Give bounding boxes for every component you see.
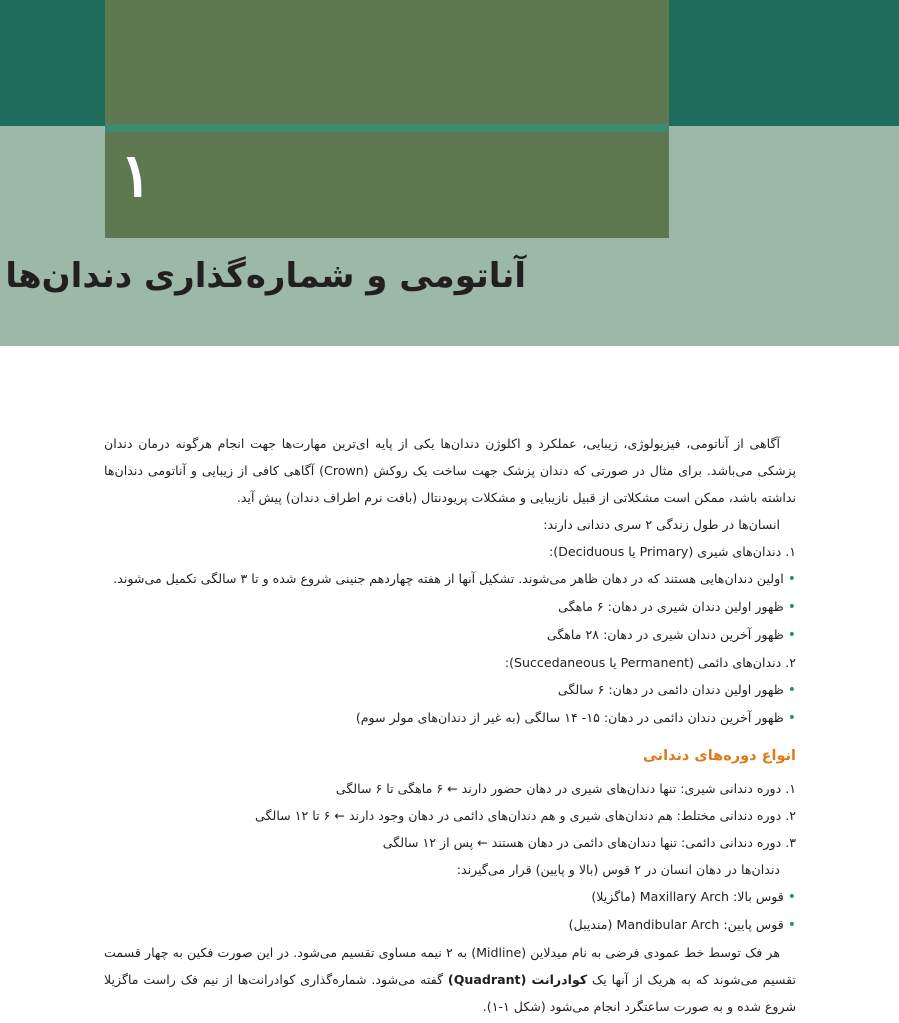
- list-item: [104, 883, 796, 911]
- bullet-text: قوس بالا: Maxillary Arch (ماگزیلا): [591, 889, 784, 904]
- bullet-icon: •: [787, 917, 796, 933]
- list-item: [104, 676, 796, 704]
- bullet-text: ظهور آخرین دندان شیری در دهان: ۲۸ ماهگی: [546, 627, 784, 642]
- chapter-block-divider: [105, 124, 669, 132]
- permanent-title: ۲. دندان‌های دائمی (Permanent یا Succedaneous):: [504, 655, 796, 670]
- bullet-icon: •: [787, 571, 796, 587]
- list-item: [104, 621, 796, 649]
- bullet-text: ظهور اولین دندان دائمی در دهان: ۶ سالگی: [557, 682, 784, 697]
- bullet-icon: •: [787, 889, 796, 905]
- chapter-number-box: [105, 132, 669, 238]
- chapter-block-top: [105, 0, 669, 124]
- list-item: ۲. دوره دندانی مختلط: هم دندان‌های شیری و هم دندان‌های دائمی در دهان وجود دارند ← ۶ تا ۱۲ سالگی: [255, 808, 796, 823]
- bullet-text: ظهور آخرین دندان دائمی در دهان: ۱۵- ۱۴ سالگی (به غیر از دندان‌های مولر سوم): [355, 710, 784, 725]
- bullet-text: اولین دندان‌هایی هستند که در دهان ظاهر می‌شوند. تشکیل آنها از هفته چهاردهم جنینی شروع شده و تا ۳ سالگی تکمیل می‌شوند.: [113, 571, 784, 586]
- quadrant-paragraph: [104, 939, 796, 1020]
- deciduous-title: ۱. دندان‌های شیری (Primary یا Deciduous):: [549, 544, 796, 559]
- list-item: [104, 911, 796, 939]
- chapter-title: آناتومی و شماره‌گذاری دندان‌ها: [5, 256, 526, 296]
- bullet-icon: •: [787, 627, 796, 643]
- list-item: [104, 565, 796, 593]
- bullet-icon: •: [787, 682, 796, 698]
- bullet-text: ظهور اولین دندان شیری در دهان: ۶ ماهگی: [558, 599, 784, 614]
- arches-line: دندان‌ها در دهان انسان در ۲ قوس (بالا و پایین) قرار می‌گیرند:: [456, 862, 780, 877]
- intro-paragraph: آگاهی از آناتومی، فیزیولوژی، زیبایی، عملکرد و اکلوژن دندان‌ها یکی از پایه ای‌ترین مهارت‌ها جهت انجام هرگونه درمان دندان پزشکی می‌باشد. برای مثال در صورتی که دندان پزشک جهت ساخت یک روکش (Crown) آگاهی کافی از زیبایی و آناتومی دندان‌ها نداشته باشد، ممکن است مشکلاتی از قبیل نازیبایی و مشکلات پریودنتال (بافت نرم اطراف دندان) پیش آید.: [104, 436, 796, 505]
- dentition-sets-line: انسان‌ها در طول زندگی ۲ سری دندانی دارند:: [543, 517, 780, 532]
- chapter-number: ۱: [119, 141, 153, 211]
- quadrant-term: کوادرانت (Quadrant): [447, 972, 588, 987]
- bullet-icon: •: [787, 599, 796, 615]
- list-item: [104, 704, 796, 732]
- list-item: ۱. دوره دندانی شیری: تنها دندان‌های شیری در دهان حضور دارند ← ۶ ماهگی تا ۶ سالگی: [335, 781, 796, 796]
- section-heading: انواع دوره‌های دندانی: [643, 748, 796, 764]
- quadrant-text-start: هر فک توسط خط عمودی فرضی به نام میدلاین (Midline) به ۲ نیمه مساوی تقسیم می‌شود. در این صورت فکین به چهار قسمت تقسیم می‌شوند که به هریک از آنها یک: [104, 945, 796, 987]
- bullet-text: قوس پایین: Mandibular Arch (مندیبل): [568, 917, 784, 932]
- list-item: [104, 593, 796, 621]
- chapter-body: [104, 430, 796, 1020]
- list-item: ۳. دوره دندانی دائمی: تنها دندان‌های دائمی در دهان هستند ← پس از ۱۲ سالگی: [382, 835, 796, 850]
- quadrant-text-end: گفته می‌شود. شماره‌گذاری کوادرانت‌ها از نیم فک راست ماگزیلا شروع شده و به صورت ساعتگرد انجام می‌شود (شکل ۱-۱).: [104, 972, 796, 1014]
- bullet-icon: •: [787, 710, 796, 726]
